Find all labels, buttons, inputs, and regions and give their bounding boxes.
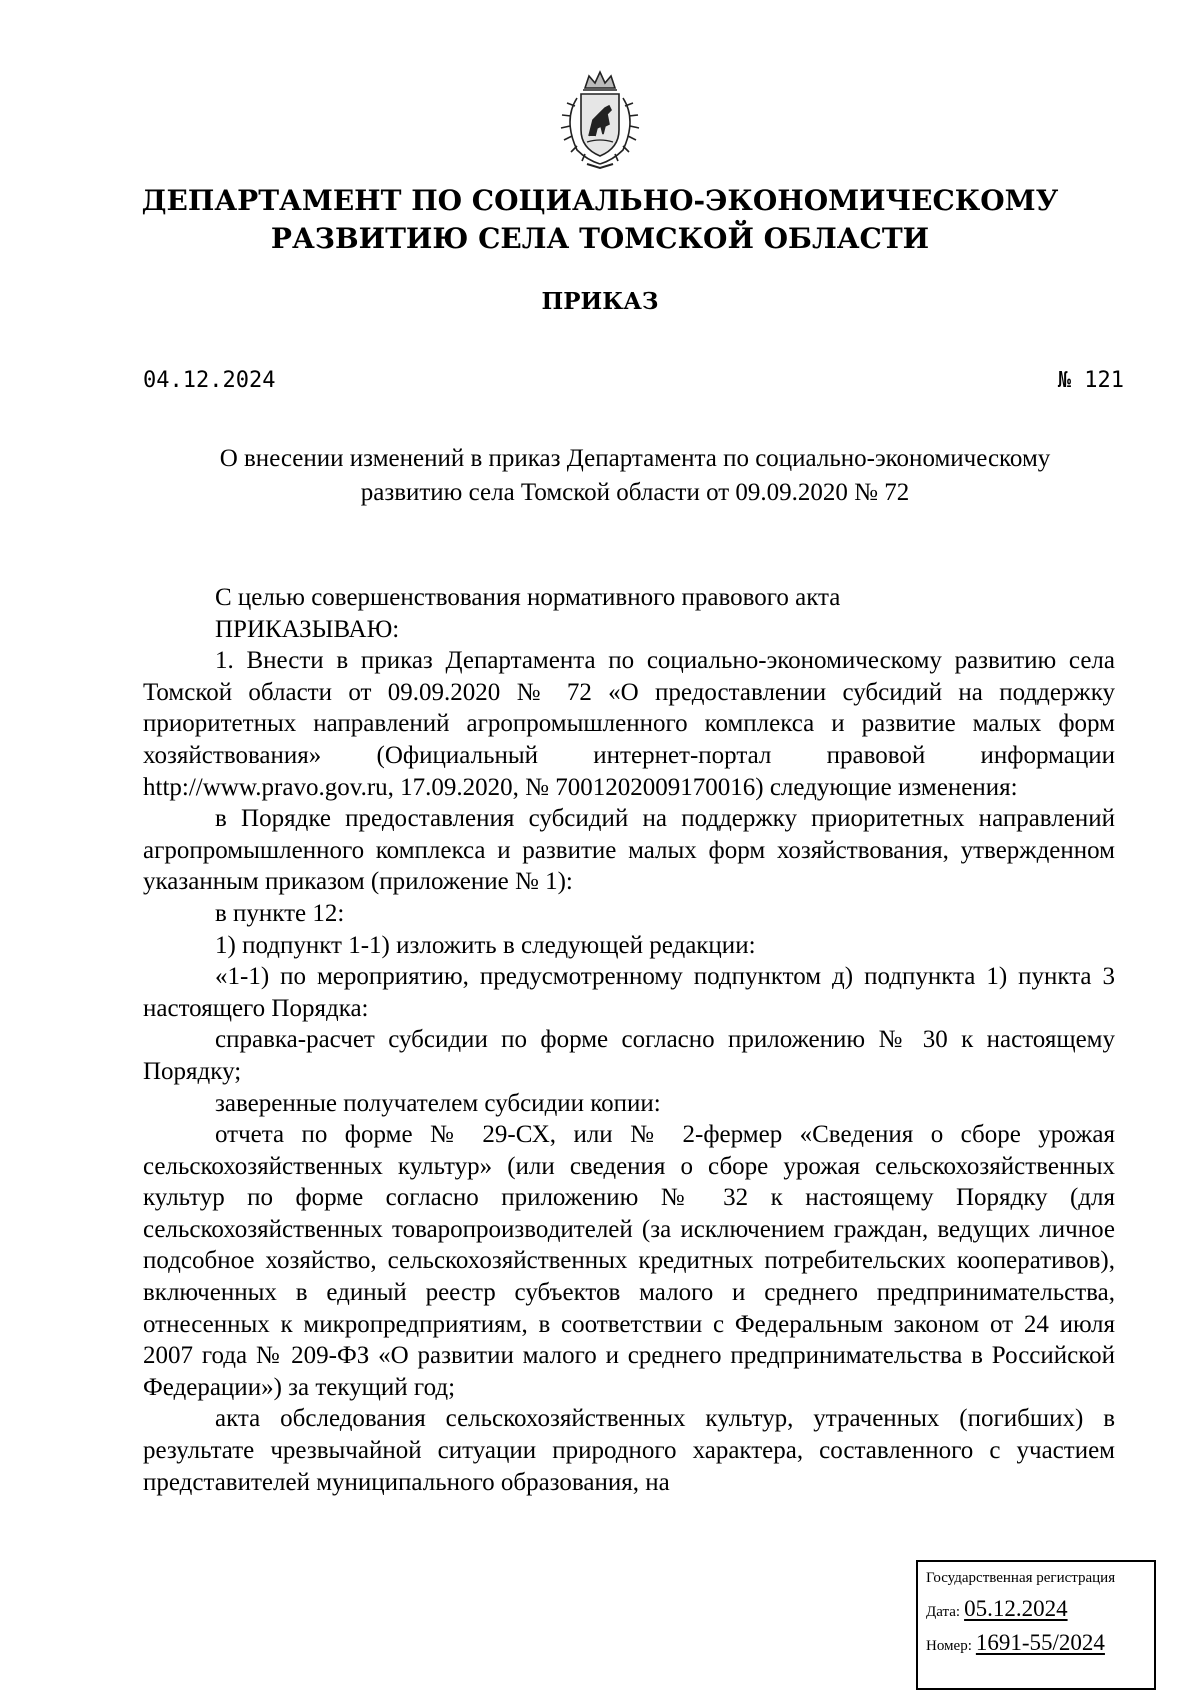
department-title xyxy=(0,182,1200,258)
registration-date-label: Дата: xyxy=(926,1604,961,1620)
order-date: 04.12.2024 xyxy=(143,368,276,393)
body-paragraph: в Порядке предоставления субсидий на поддержку приоритетных направлений агропромышленного комплекса и развитие малых форм хозяйствования, утвержденном указанным приказом (приложение № 1): xyxy=(143,805,1115,896)
body-paragraph: 1) подпункт 1-1) изложить в следующей редакции: xyxy=(215,931,756,959)
body-paragraph: «1-1) по мероприятию, предусмотренному подпунктом д) подпункта 1) пункта 3 настоящего Порядка: xyxy=(143,963,1115,1022)
body-paragraph: в пункте 12: xyxy=(215,899,345,927)
body-paragraph: 1. Внести в приказ Департамента по социально-экономическому развитию села Томской области от 09.09.2020 № 72 «О предоставлении субсидий на поддержку приоритетных направлений агропромышленного комплекса и развитие малых форм хозяйствования» (Официальный интернет-портал правовой информации http://www.pravo.gov.ru, 17.09.2020, № 7001202009170016) следующие изменения: xyxy=(143,647,1115,801)
registration-number-row xyxy=(926,1630,1146,1656)
registration-stamp xyxy=(916,1560,1156,1690)
order-subject-line2: развитию села Томской области от 09.09.2020 № 72 xyxy=(360,479,910,506)
body-paragraph: отчета по форме № 29-СХ, или № 2-фермер «Сведения о сборе урожая сельскохозяйственных культур» (или сведения о сборе урожая сельскохозяйственных культур по форме согласно приложению № 32 к настоящему Порядку (для сельскохозяйственных товаропроизводителей (за исключением граждан, ведущих личное подсобное хозяйство, сельскохозяйственных кредитных потребительских кооперативов), включенных в единый реестр субъектов малого и среднего предпринимательства, отнесенных к микропредприятиям, в соответствии с Федеральным законом от 24 июля 2007 года № 209-ФЗ «О развитии малого и среднего предпринимательства в Российской Федерации») за текущий год; xyxy=(143,1121,1115,1401)
document-type: ПРИКАЗ xyxy=(541,288,659,315)
tomsk-oblast-coat-of-arms-icon xyxy=(547,68,653,174)
body-paragraph: ПРИКАЗЫВАЮ: xyxy=(215,615,400,643)
order-number: № 121 xyxy=(1057,368,1124,393)
order-subject-line1: О внесении изменений в приказ Департамента по социально-экономическому xyxy=(219,445,1051,472)
department-title-line1: ДЕПАРТАМЕНТ ПО СОЦИАЛЬНО-ЭКОНОМИЧЕСКОМУ xyxy=(141,184,1059,217)
registration-number-label: Номер: xyxy=(926,1638,972,1654)
registration-stamp-title: Государственная регистрация xyxy=(926,1570,1116,1586)
order-body xyxy=(143,582,1115,1498)
body-paragraph: акта обследования сельскохозяйственных культур, утраченных (погибших) в результате чрезвычайной ситуации природного характера, составленного с участием представителей муниципального образования, на xyxy=(143,1405,1115,1496)
registration-date-row xyxy=(926,1596,1146,1622)
department-title-line2: РАЗВИТИЮ СЕЛА ТОМСКОЙ ОБЛАСТИ xyxy=(270,222,930,255)
registration-date-value: 05.12.2024 xyxy=(964,1596,1068,1621)
body-paragraph: заверенные получателем субсидии копии: xyxy=(215,1089,661,1117)
order-subject xyxy=(140,442,1130,510)
body-paragraph: справка-расчет субсидии по форме согласно приложению № 30 к настоящему Порядку; xyxy=(143,1026,1115,1085)
registration-number-value: 1691-55/2024 xyxy=(975,1630,1105,1655)
body-paragraph: С целью совершенствования нормативного правового акта xyxy=(215,584,841,611)
